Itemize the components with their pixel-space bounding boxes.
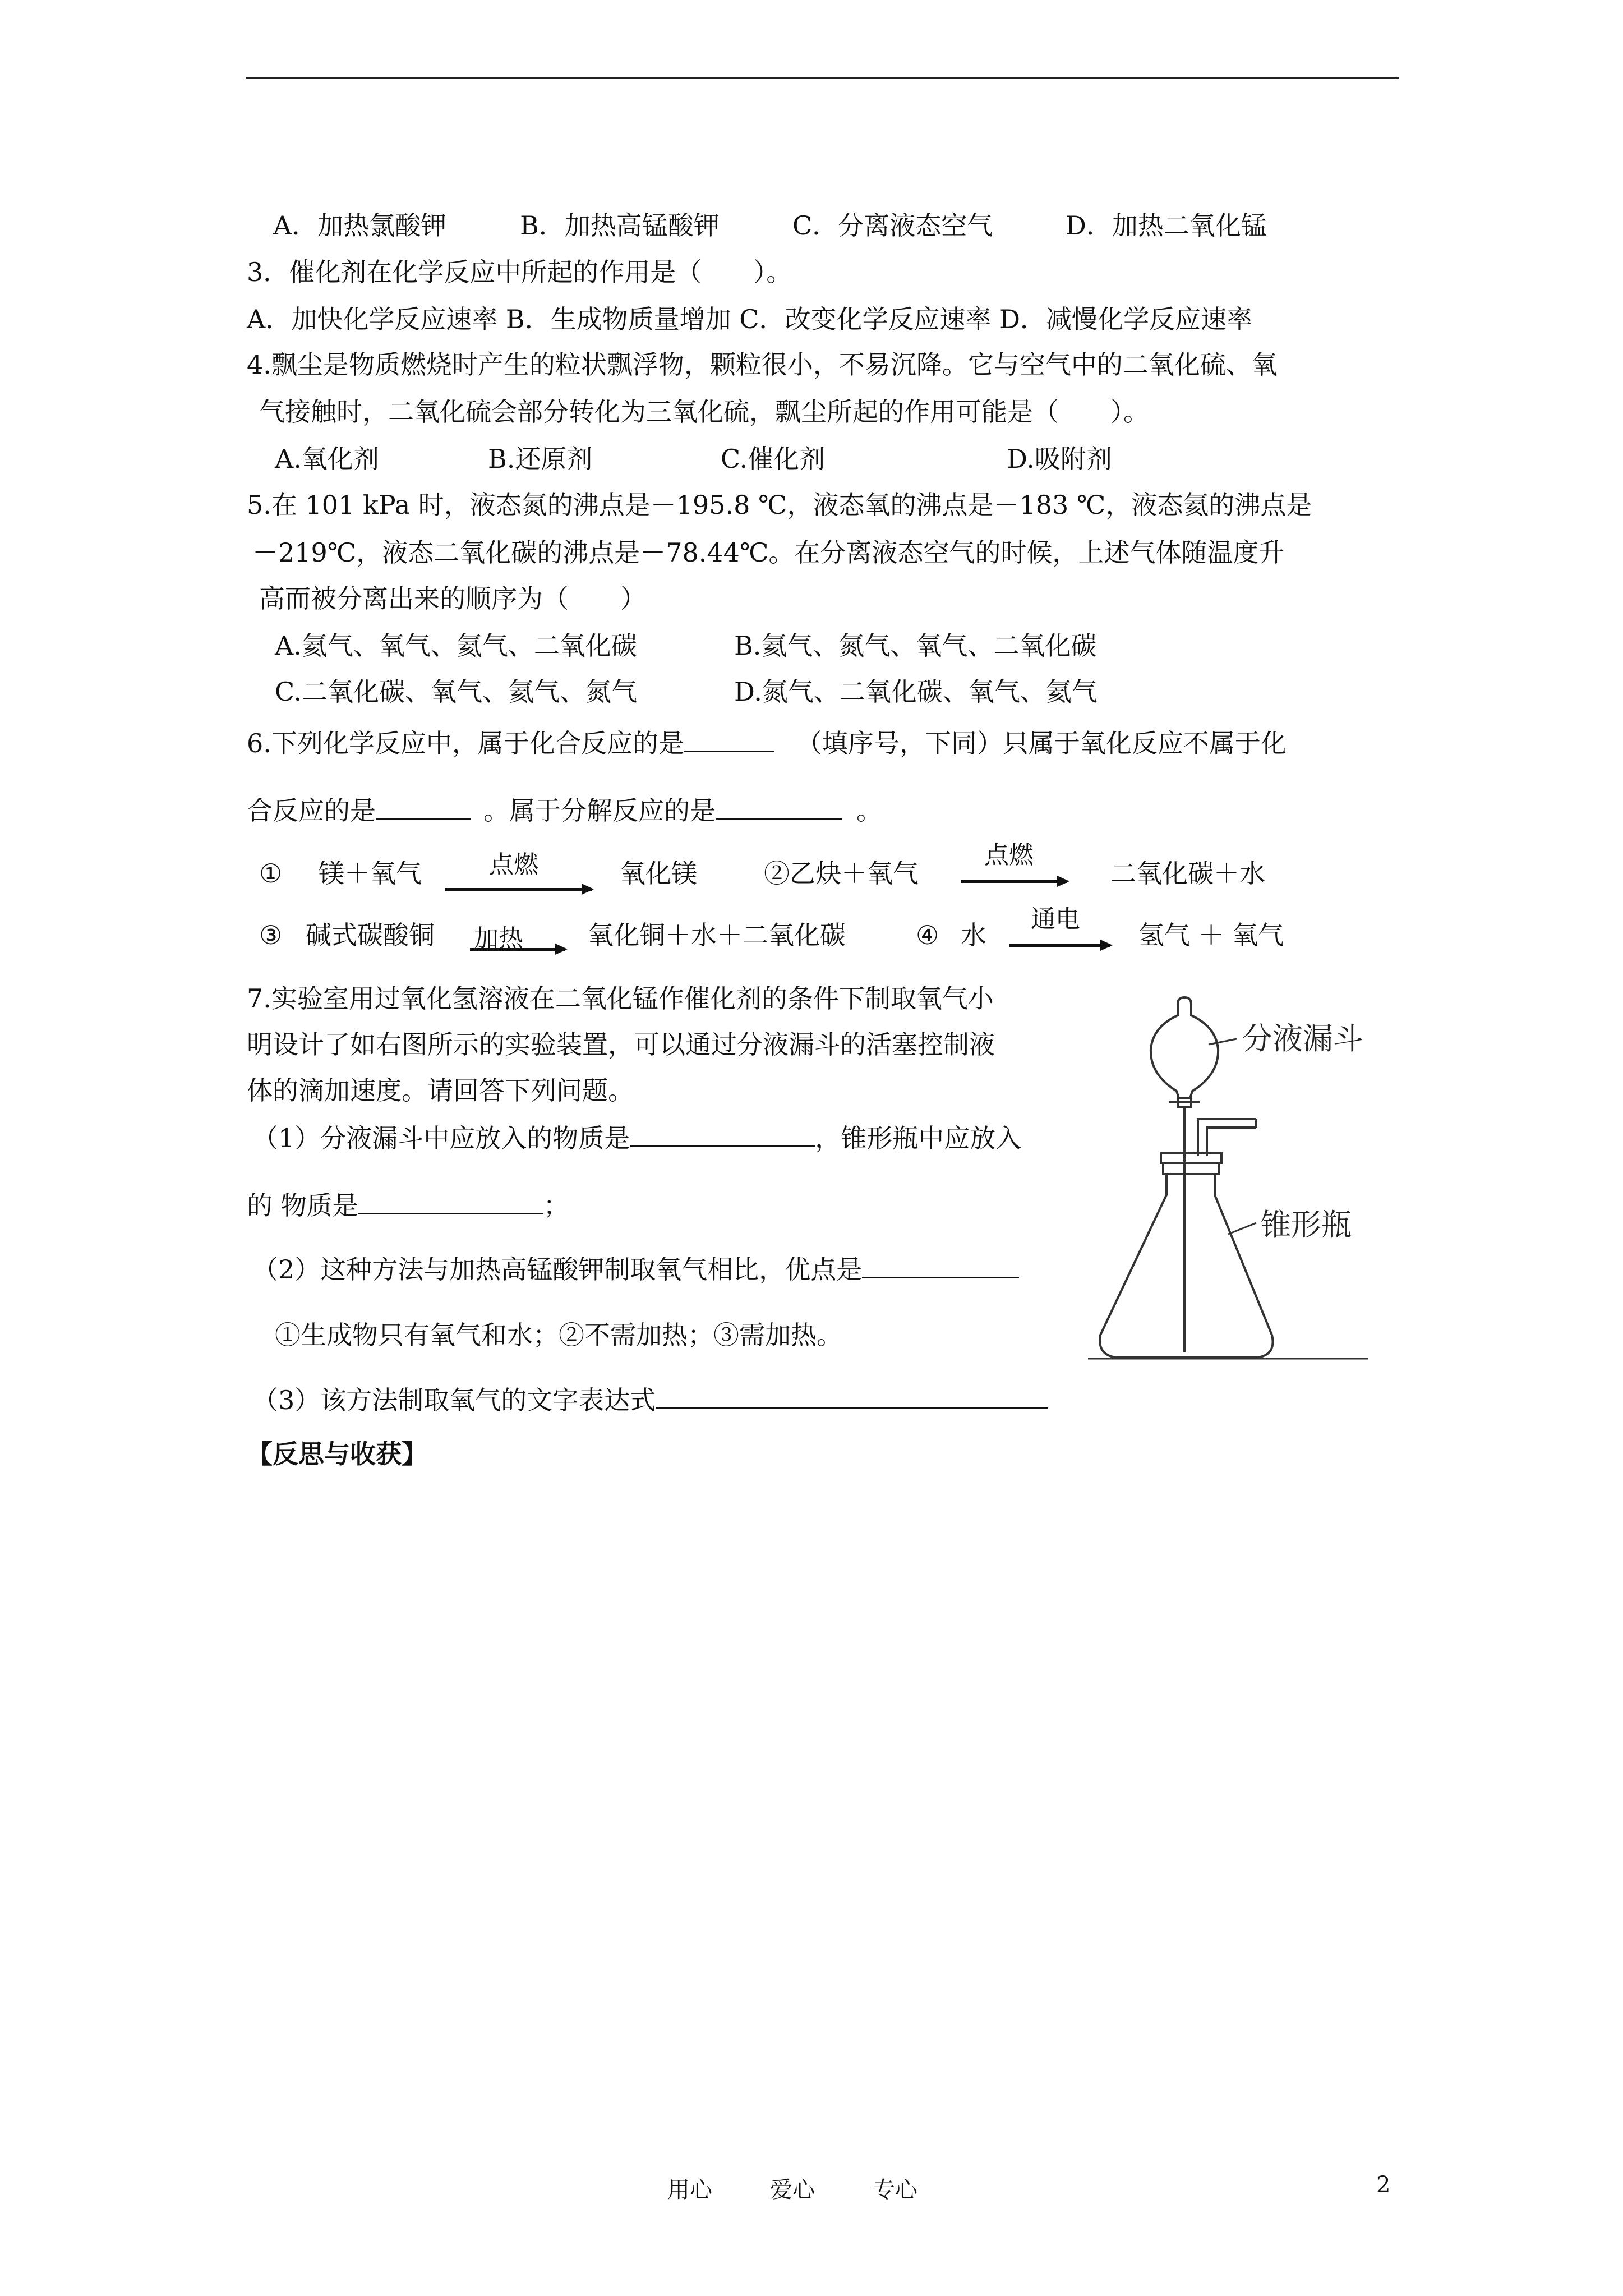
q2-option-c: C．分离液态空气 [792,210,993,241]
q7-line-1: 7.实验室用过氧化氢溶液在二氧化锰作催化剂的条件下制取氧气小 [247,983,994,1014]
q7-sub-2-stem: （2）这种方法与加热高锰酸钾制取氧气相比，优点是 [252,1254,863,1285]
q7-sub-1-part-b: ，锥形瓶中应放入 [815,1123,1022,1153]
q5-line-2: －219℃，液态二氧化碳的沸点是－78.44℃。在分离液态空气的时候，上述气体随温度升 [252,537,1285,568]
apparatus-figure [1066,993,1402,1374]
q6-blank-2[interactable] [376,793,471,820]
reaction-1-number: ① [259,858,283,889]
q6-blank-1[interactable] [684,726,774,752]
page-number: 2 [1376,2172,1391,2198]
q2-option-d: D．加热二氧化锰 [1066,210,1267,241]
delivery-tube [1198,1119,1256,1156]
q2-option-a: A．加热氯酸钾 [273,210,447,241]
q3-options: A．加快化学反应速率 B．生成物质量增加 C．改变化学反应速率 D．减慢化学反应速率 [247,304,1252,334]
q7-line-2: 明设计了如右图所示的实验装置，可以通过分液漏斗的活塞控制液 [247,1029,995,1060]
reaction-3-condition: 加热 [474,924,523,953]
reaction-1-reactants: 镁＋氧气 [319,858,422,889]
q4-option-a: A.氧化剂 [275,444,379,474]
q4-option-c: C.催化剂 [721,444,826,474]
reaction-1-products: 氧化镁 [620,858,697,889]
reaction-3-arrow [470,948,565,951]
reaction-2-condition: 点燃 [984,841,1034,869]
reaction-4-number: ④ [916,920,939,950]
q7-sub-1-line-2 [247,1188,569,1222]
q6-line-2-part-c: 。 [856,795,882,826]
reaction-1-arrow [445,888,592,891]
q7-sub-3-stem: （3）该方法制取氧气的文字表达式 [252,1385,656,1415]
q7-blank-4[interactable] [656,1383,1048,1409]
reaction-2-products: 二氧化碳＋水 [1110,858,1265,889]
reaction-4-reactant: 水 [961,920,986,950]
q4-option-d: D.吸附剂 [1007,444,1112,474]
footer-word-1: 用心 [667,2177,712,2203]
q6-line-1 [247,726,1287,760]
flask-label: 锥形瓶 [1261,1207,1352,1243]
q2-option-b: B．加热高锰酸钾 [520,210,720,241]
q6-line-2-part-a: 合反应的是 [247,795,376,826]
q7-sub-1-part-d: ； [543,1190,569,1221]
q5-line-1: 5.在 101 kPa 时，液态氮的沸点是－195.8 ℃，液态氧的沸点是－183 ℃，液态氦的沸点是 [247,490,1312,520]
q7-sub-2 [252,1252,1019,1286]
q7-blank-2[interactable] [358,1188,543,1214]
reaction-2-arrow [961,880,1067,883]
q6-blank-3[interactable] [716,793,842,820]
funnel-label-line [1209,1039,1237,1045]
reaction-4-arrow [1009,944,1110,947]
q7-blank-3[interactable] [862,1252,1019,1278]
reaction-3-products: 氧化铜＋水＋二氧化碳 [588,920,846,950]
q7-sub-1-line-1 [252,1121,1021,1155]
header-rule [246,77,1399,79]
flask-label-line [1228,1223,1256,1234]
q7-sub-2-options: ①生成物只有氧气和水；②不需加热；③需加热。 [275,1320,842,1350]
q4-option-b: B.还原剂 [488,444,593,474]
q5-line-3: 高而被分离出来的顺序为（ ） [259,583,646,614]
footer-word-3: 专心 [873,2177,917,2203]
q6-line-1-part-b: （填序号，下同）只属于氧化反应不属于化 [796,728,1287,758]
reaction-4-condition: 通电 [1031,905,1080,933]
q5-option-c: C.二氧化碳、氧气、氦气、氮气 [275,677,638,707]
reaction-2-reactants: ②乙炔＋氧气 [764,858,919,889]
q6-line-2-part-b: 。属于分解反应的是 [483,795,716,826]
q7-line-3: 体的滴加速度。请回答下列问题。 [247,1075,634,1106]
q5-option-d: D.氮气、二氧化碳、氧气、氦气 [734,677,1098,707]
q5-option-b: B.氦气、氮气、氧气、二氧化碳 [734,631,1097,661]
q5-option-a: A.氦气、氧气、氦气、二氧化碳 [275,631,637,661]
q7-sub-3 [252,1383,1048,1417]
q4-line-2: 气接触时，二氧化硫会部分转化为三氧化硫，飘尘所起的作用可能是（ ）。 [259,397,1149,427]
reaction-3-number: ③ [259,920,283,950]
q6-line-2 [247,793,882,827]
reaction-1-condition: 点燃 [489,850,538,879]
funnel-label: 分液漏斗 [1242,1021,1363,1056]
q3-stem: 3．催化剂在化学反应中所起的作用是（ ）。 [247,257,792,287]
rubber-stopper [1161,1153,1221,1174]
q7-blank-1[interactable] [630,1121,815,1147]
q7-sub-1-part-c: 的 物质是 [247,1190,358,1221]
footer-word-2: 爱心 [770,2177,815,2203]
q4-line-1: 4.飘尘是物质燃烧时产生的粒状飘浮物，颗粒很小，不易沉降。它与空气中的二氧化硫、氧 [247,349,1278,380]
q6-line-1-part-a: 6.下列化学反应中，属于化合反应的是 [247,728,684,758]
conical-flask [1100,1174,1272,1358]
reaction-4-products: 氢气 ＋ 氧气 [1138,920,1284,950]
q7-sub-1-part-a: （1）分液漏斗中应放入的物质是 [252,1123,630,1153]
reflection-heading: 【反思与收获】 [247,1439,427,1469]
reaction-3-reactants: 碱式碳酸铜 [306,920,435,950]
